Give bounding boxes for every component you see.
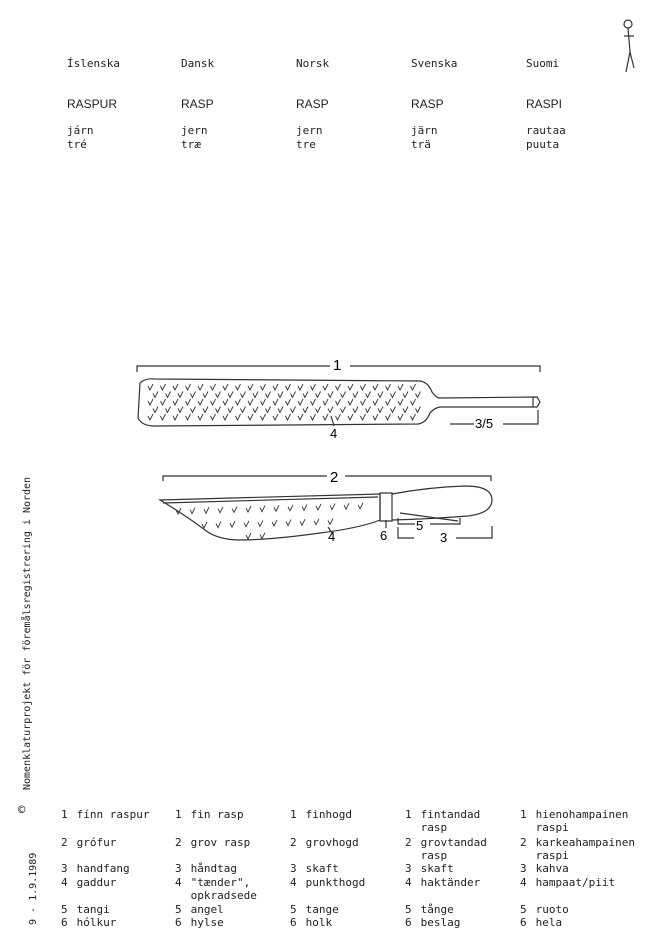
tooth-mark bbox=[378, 407, 383, 413]
legend-4-5 bbox=[520, 916, 562, 929]
legend-4-0 bbox=[520, 808, 628, 834]
legend-1-0 bbox=[175, 808, 244, 821]
tooth-mark bbox=[236, 414, 241, 420]
tooth-mark bbox=[302, 504, 307, 510]
tooth-mark bbox=[373, 384, 378, 390]
legend-num: 3 bbox=[61, 862, 68, 875]
tooth-mark bbox=[173, 414, 178, 420]
legend-0-2 bbox=[61, 862, 130, 875]
tooth-mark bbox=[190, 508, 195, 514]
tooth-mark bbox=[386, 384, 391, 390]
tooth-mark bbox=[386, 414, 391, 420]
term-4: RASPI bbox=[526, 97, 563, 111]
legend-3-4 bbox=[405, 903, 454, 916]
legend-1-4 bbox=[175, 903, 224, 916]
label-4-coarse: 4 bbox=[328, 529, 336, 544]
legend-num: 2 bbox=[61, 836, 68, 849]
tooth-mark bbox=[411, 399, 416, 405]
tooth-mark bbox=[166, 392, 171, 398]
legend-1-5 bbox=[175, 916, 224, 929]
tooth-mark bbox=[398, 384, 403, 390]
legend-num: 6 bbox=[520, 916, 527, 929]
legend-0-3 bbox=[61, 876, 116, 889]
legend-2-1 bbox=[290, 836, 359, 849]
tooth-mark bbox=[261, 414, 266, 420]
tooth-mark bbox=[253, 392, 258, 398]
tooth-mark bbox=[298, 414, 303, 420]
term-1: RASP bbox=[181, 97, 214, 111]
tooth-mark bbox=[166, 407, 171, 413]
tooth-mark bbox=[316, 407, 321, 413]
tooth-mark bbox=[186, 399, 191, 405]
legend-num: 2 bbox=[290, 836, 297, 849]
legend-text: haktänder bbox=[420, 876, 481, 889]
tooth-mark bbox=[216, 522, 221, 528]
sheet-date: 9 - 1.9.1989 bbox=[28, 852, 39, 925]
legend-num: 3 bbox=[405, 862, 412, 875]
legend-2-0 bbox=[290, 808, 352, 821]
material-metal-3: järn bbox=[411, 124, 438, 137]
tooth-mark bbox=[348, 414, 353, 420]
tooth-mark bbox=[311, 414, 316, 420]
legend-3-5 bbox=[405, 916, 460, 929]
tooth-mark bbox=[373, 399, 378, 405]
tooth-mark bbox=[246, 533, 251, 539]
tooth-mark bbox=[161, 399, 166, 405]
legend-num: 5 bbox=[290, 903, 297, 916]
tooth-mark bbox=[386, 399, 391, 405]
legend-4-1 bbox=[520, 836, 635, 862]
material-metal-0: járn bbox=[67, 124, 94, 137]
tooth-mark bbox=[204, 507, 209, 513]
tooth-mark bbox=[303, 407, 308, 413]
tooth-mark bbox=[211, 399, 216, 405]
tooth-mark bbox=[173, 384, 178, 390]
material-wood-0: tré bbox=[67, 138, 87, 151]
tooth-mark bbox=[403, 407, 408, 413]
tooth-mark bbox=[323, 384, 328, 390]
tooth-mark bbox=[161, 384, 166, 390]
legend-text: holk bbox=[305, 916, 333, 929]
label-3: 3 bbox=[440, 530, 448, 545]
legend-num: 6 bbox=[405, 916, 412, 929]
legend-4-4 bbox=[520, 903, 569, 916]
material-metal-4: rautaa bbox=[526, 124, 566, 137]
tooth-mark bbox=[218, 507, 223, 513]
tooth-mark bbox=[253, 407, 258, 413]
legend-text: angel bbox=[190, 903, 224, 916]
tooth-mark bbox=[316, 504, 321, 510]
tooth-mark bbox=[274, 505, 279, 511]
legend-text: tangi bbox=[76, 903, 110, 916]
tooth-mark bbox=[186, 384, 191, 390]
tooth-mark bbox=[291, 407, 296, 413]
tooth-mark bbox=[148, 384, 153, 390]
tooth-mark bbox=[246, 506, 251, 512]
tooth-mark bbox=[248, 414, 253, 420]
tooth-mark bbox=[336, 399, 341, 405]
tooth-mark bbox=[248, 399, 253, 405]
tooth-mark bbox=[241, 392, 246, 398]
label-3-5: 3/5 bbox=[475, 416, 494, 431]
legend-text: hienohampainen raspi bbox=[535, 808, 629, 834]
tooth-mark bbox=[244, 521, 249, 527]
tooth-mark bbox=[361, 399, 366, 405]
tooth-mark bbox=[173, 399, 178, 405]
legend-text: fintandad rasp bbox=[420, 808, 481, 834]
legend-num: 1 bbox=[520, 808, 527, 821]
tooth-mark bbox=[314, 519, 319, 525]
legend-num: 6 bbox=[290, 916, 297, 929]
term-3: RASP bbox=[411, 97, 444, 111]
tooth-mark bbox=[403, 392, 408, 398]
tooth-mark bbox=[216, 407, 221, 413]
legend-3-0 bbox=[405, 808, 480, 834]
legend-3-1 bbox=[405, 836, 487, 862]
tooth-mark bbox=[366, 407, 371, 413]
tooth-mark bbox=[373, 414, 378, 420]
material-wood-4: puuta bbox=[526, 138, 560, 151]
tooth-mark bbox=[348, 399, 353, 405]
legend-text: kahva bbox=[535, 862, 569, 875]
tooth-mark bbox=[198, 384, 203, 390]
legend-text: hela bbox=[535, 916, 563, 929]
legend-num: 5 bbox=[405, 903, 412, 916]
legend-num: 3 bbox=[290, 862, 297, 875]
legend-num: 3 bbox=[520, 862, 527, 875]
legend-text: beslag bbox=[420, 916, 461, 929]
legend-text: ruoto bbox=[535, 903, 569, 916]
legend-text: punkthogd bbox=[305, 876, 366, 889]
tooth-mark bbox=[223, 414, 228, 420]
tooth-mark bbox=[272, 520, 277, 526]
tooth-mark bbox=[366, 392, 371, 398]
tooth-mark bbox=[328, 518, 333, 524]
tooth-mark bbox=[228, 407, 233, 413]
legend-text: hylse bbox=[190, 916, 224, 929]
lang-1: Dansk bbox=[181, 57, 215, 70]
lang-2: Norsk bbox=[296, 57, 330, 70]
tooth-mark bbox=[348, 384, 353, 390]
tooth-mark bbox=[198, 399, 203, 405]
project-title: Nomenklaturprojekt för föremålsregistrering i Norden bbox=[22, 476, 33, 790]
term-2: RASP bbox=[296, 97, 329, 111]
tooth-mark bbox=[378, 392, 383, 398]
legend-text: håndtag bbox=[190, 862, 237, 875]
legend-text: tange bbox=[305, 903, 339, 916]
tooth-mark bbox=[361, 384, 366, 390]
tooth-mark bbox=[266, 392, 271, 398]
tooth-mark bbox=[258, 520, 263, 526]
tooth-mark bbox=[336, 384, 341, 390]
label-2: 2 bbox=[330, 469, 339, 486]
legend-2-4 bbox=[290, 903, 339, 916]
tooth-mark bbox=[358, 503, 363, 509]
material-metal-2: jern bbox=[296, 124, 323, 137]
tooth-mark bbox=[223, 384, 228, 390]
legend-3-3 bbox=[405, 876, 480, 889]
legend-text: handfang bbox=[76, 862, 130, 875]
tooth-mark bbox=[161, 414, 166, 420]
tooth-mark bbox=[278, 392, 283, 398]
tooth-mark bbox=[416, 392, 421, 398]
tooth-mark bbox=[336, 414, 341, 420]
label-1: 1 bbox=[333, 357, 342, 374]
tooth-mark bbox=[416, 407, 421, 413]
tooth-mark bbox=[230, 521, 235, 527]
legend-text: grovtandad rasp bbox=[420, 836, 487, 862]
label-5: 5 bbox=[416, 518, 424, 533]
tooth-mark bbox=[411, 414, 416, 420]
tooth-mark bbox=[261, 399, 266, 405]
label-4-fine: 4 bbox=[330, 426, 338, 441]
legend-1-2 bbox=[175, 862, 237, 875]
tooth-mark bbox=[344, 503, 349, 509]
tooth-mark bbox=[328, 407, 333, 413]
tooth-mark bbox=[411, 384, 416, 390]
legend-num: 5 bbox=[520, 903, 527, 916]
legend-num: 6 bbox=[175, 916, 182, 929]
lang-4: Suomi bbox=[526, 57, 560, 70]
tooth-mark bbox=[398, 414, 403, 420]
tooth-mark bbox=[286, 399, 291, 405]
legend-num: 5 bbox=[61, 903, 68, 916]
material-wood-2: tre bbox=[296, 138, 316, 151]
tooth-mark bbox=[191, 407, 196, 413]
material-wood-3: trä bbox=[411, 138, 431, 151]
tooth-mark bbox=[288, 505, 293, 511]
tooth-mark bbox=[266, 407, 271, 413]
legend-num: 1 bbox=[290, 808, 297, 821]
legend-text: grófur bbox=[76, 836, 117, 849]
tooth-mark bbox=[300, 519, 305, 525]
tooth-mark bbox=[148, 399, 153, 405]
tooth-mark bbox=[298, 384, 303, 390]
tooth-mark bbox=[303, 392, 308, 398]
tooth-mark bbox=[186, 414, 191, 420]
legend-num: 4 bbox=[405, 876, 412, 889]
material-metal-1: jern bbox=[181, 124, 208, 137]
legend-num: 6 bbox=[61, 916, 68, 929]
legend-3-2 bbox=[405, 862, 454, 875]
legend-0-5 bbox=[61, 916, 116, 929]
legend-num: 1 bbox=[175, 808, 182, 821]
legend-num: 2 bbox=[520, 836, 527, 849]
tooth-mark bbox=[286, 384, 291, 390]
tooth-mark bbox=[211, 414, 216, 420]
tooth-mark bbox=[341, 407, 346, 413]
tooth-mark bbox=[232, 506, 237, 512]
tooth-mark bbox=[191, 392, 196, 398]
tooth-mark bbox=[353, 407, 358, 413]
legend-num: 1 bbox=[61, 808, 68, 821]
tooth-mark bbox=[203, 392, 208, 398]
tooth-mark bbox=[273, 399, 278, 405]
legend-1-3 bbox=[175, 876, 257, 902]
legend-text: gaddur bbox=[76, 876, 117, 889]
stick-figure-icon bbox=[624, 20, 634, 72]
tooth-mark bbox=[311, 384, 316, 390]
legend-text: tånge bbox=[420, 903, 454, 916]
tooth-mark bbox=[261, 384, 266, 390]
tooth-mark bbox=[323, 399, 328, 405]
term-0: RASPUR bbox=[67, 97, 118, 111]
legend-num: 3 bbox=[175, 862, 182, 875]
tooth-mark bbox=[223, 399, 228, 405]
legend-num: 2 bbox=[405, 836, 412, 849]
tooth-mark bbox=[273, 414, 278, 420]
fine-teeth bbox=[148, 384, 421, 420]
tooth-mark bbox=[298, 399, 303, 405]
tooth-mark bbox=[153, 407, 158, 413]
tooth-mark bbox=[178, 392, 183, 398]
tooth-mark bbox=[236, 399, 241, 405]
tooth-mark bbox=[273, 384, 278, 390]
tooth-mark bbox=[148, 414, 153, 420]
legend-text: "tænder", opkradsede bbox=[190, 876, 257, 902]
tooth-mark bbox=[391, 407, 396, 413]
legend-text: finhogd bbox=[305, 808, 352, 821]
legend-2-3 bbox=[290, 876, 365, 889]
legend-num: 4 bbox=[61, 876, 68, 889]
legend-text: hampaat/piit bbox=[535, 876, 616, 889]
legend-text: grov rasp bbox=[190, 836, 251, 849]
legend-text: fínn raspur bbox=[76, 808, 150, 821]
tooth-mark bbox=[228, 392, 233, 398]
legend-text: skaft bbox=[420, 862, 454, 875]
legend-0-4 bbox=[61, 903, 110, 916]
copyright-mark: © bbox=[18, 803, 26, 817]
tooth-mark bbox=[361, 414, 366, 420]
tooth-mark bbox=[323, 414, 328, 420]
tooth-mark bbox=[216, 392, 221, 398]
legend-text: skaft bbox=[305, 862, 339, 875]
tooth-mark bbox=[198, 414, 203, 420]
lang-3: Svenska bbox=[411, 57, 458, 70]
legend-text: hólkur bbox=[76, 916, 117, 929]
tooth-mark bbox=[398, 399, 403, 405]
tooth-mark bbox=[278, 407, 283, 413]
legend-1-1 bbox=[175, 836, 250, 849]
legend-num: 4 bbox=[520, 876, 527, 889]
legend-num: 4 bbox=[290, 876, 297, 889]
legend-2-2 bbox=[290, 862, 339, 875]
tooth-mark bbox=[236, 384, 241, 390]
tooth-mark bbox=[202, 522, 207, 528]
tooth-mark bbox=[178, 407, 183, 413]
legend-text: fin rasp bbox=[190, 808, 244, 821]
tooth-mark bbox=[311, 399, 316, 405]
tooth-mark bbox=[330, 504, 335, 510]
tooth-mark bbox=[328, 392, 333, 398]
lang-0: Íslenska bbox=[67, 57, 120, 70]
tooth-mark bbox=[260, 506, 265, 512]
legend-text: grovhogd bbox=[305, 836, 359, 849]
tooth-mark bbox=[260, 533, 265, 539]
legend-0-0 bbox=[61, 808, 149, 821]
tooth-mark bbox=[211, 384, 216, 390]
tooth-mark bbox=[241, 407, 246, 413]
tooth-mark bbox=[391, 392, 396, 398]
legend-4-3 bbox=[520, 876, 615, 889]
legend-num: 1 bbox=[405, 808, 412, 821]
legend-text: karkeahampainen raspi bbox=[535, 836, 635, 862]
legend-2-5 bbox=[290, 916, 332, 929]
tooth-mark bbox=[341, 392, 346, 398]
tooth-mark bbox=[248, 384, 253, 390]
tooth-mark bbox=[316, 392, 321, 398]
tooth-mark bbox=[203, 407, 208, 413]
tooth-mark bbox=[153, 392, 158, 398]
legend-0-1 bbox=[61, 836, 116, 849]
label-6: 6 bbox=[380, 528, 388, 543]
tooth-mark bbox=[286, 520, 291, 526]
legend-num: 4 bbox=[175, 876, 182, 889]
tooth-mark bbox=[286, 414, 291, 420]
tooth-mark bbox=[291, 392, 296, 398]
legend-num: 5 bbox=[175, 903, 182, 916]
legend-num: 2 bbox=[175, 836, 182, 849]
tooth-mark bbox=[353, 392, 358, 398]
legend-4-2 bbox=[520, 862, 569, 875]
material-wood-1: træ bbox=[181, 138, 201, 151]
